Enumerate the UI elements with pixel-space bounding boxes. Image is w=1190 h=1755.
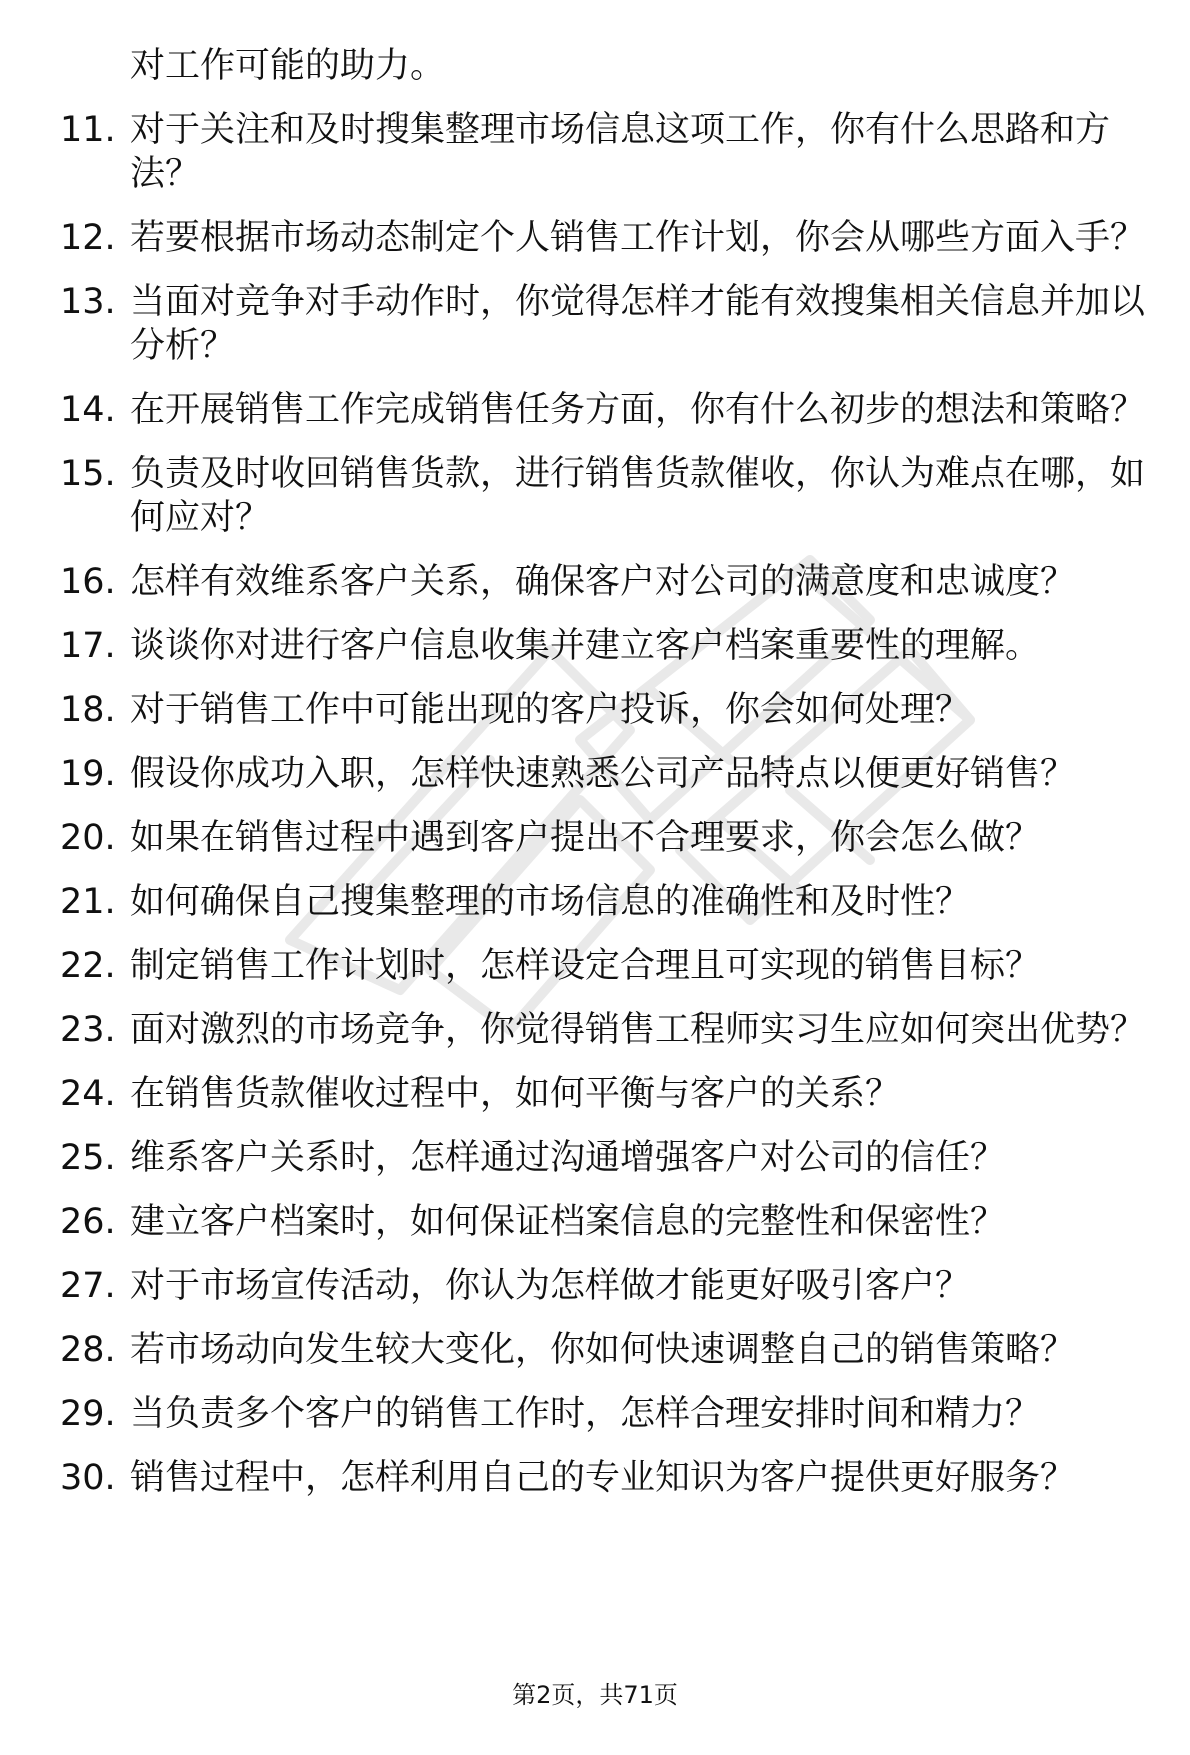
question-item-26 — [60, 1200, 1150, 1244]
question-number: 16. — [60, 562, 116, 602]
question-item-27 — [60, 1264, 1150, 1308]
question-text: 销售过程中，怎样利用自己的专业知识为客户提供更好服务？ — [130, 1458, 1076, 1498]
question-item-22 — [60, 944, 1150, 988]
continuation-line: 对工作可能的助力。 — [130, 46, 446, 86]
question-number: 13. — [60, 282, 116, 322]
question-number: 14. — [60, 390, 116, 430]
question-number: 29. — [60, 1394, 116, 1434]
question-text: 谈谈你对进行客户信息收集并建立客户档案重要性的理解。 — [130, 626, 1041, 666]
question-number: 26. — [60, 1202, 116, 1242]
question-list — [60, 44, 1150, 1520]
question-item-28 — [60, 1328, 1150, 1372]
question-item-16 — [60, 560, 1150, 604]
question-text: 假设你成功入职，怎样快速熟悉公司产品特点以便更好销售？ — [130, 754, 1076, 794]
question-text: 怎样有效维系客户关系，确保客户对公司的满意度和忠诚度？ — [130, 562, 1076, 602]
question-number: 28. — [60, 1330, 116, 1370]
question-item-12 — [60, 216, 1150, 260]
question-text: 对于市场宣传活动，你认为怎样做才能更好吸引客户？ — [130, 1266, 971, 1306]
question-text: 面对激烈的市场竞争，你觉得销售工程师实习生应如何突出优势？ — [130, 1010, 1146, 1050]
question-text: 维系客户关系时，怎样通过沟通增强客户对公司的信任？ — [130, 1138, 1006, 1178]
question-item-20 — [60, 816, 1150, 860]
question-number: 30. — [60, 1458, 116, 1498]
question-text: 对于销售工作中可能出现的客户投诉，你会如何处理？ — [130, 690, 971, 730]
question-number: 17. — [60, 626, 116, 666]
question-text: 负责及时收回销售货款，进行销售货款催收，你认为难点在哪，如何应对？ — [130, 454, 1146, 538]
question-number: 27. — [60, 1266, 116, 1306]
question-item-14 — [60, 388, 1150, 432]
question-item-19 — [60, 752, 1150, 796]
question-item-24 — [60, 1072, 1150, 1116]
question-number: 23. — [60, 1010, 116, 1050]
question-item-23 — [60, 1008, 1150, 1052]
question-item-13 — [60, 280, 1150, 368]
question-number: 15. — [60, 454, 116, 494]
question-item-21 — [60, 880, 1150, 924]
page-footer — [0, 1680, 1190, 1710]
question-number: 20. — [60, 818, 116, 858]
question-number: 25. — [60, 1138, 116, 1178]
question-number: 12. — [60, 218, 116, 258]
question-text: 在开展销售工作完成销售任务方面，你有什么初步的想法和策略？ — [130, 390, 1146, 430]
question-number: 18. — [60, 690, 116, 730]
question-number: 19. — [60, 754, 116, 794]
question-item-11 — [60, 108, 1150, 196]
question-text: 若市场动向发生较大变化，你如何快速调整自己的销售策略？ — [130, 1330, 1076, 1370]
question-item-15 — [60, 452, 1150, 540]
question-number: 22. — [60, 946, 116, 986]
question-item-18 — [60, 688, 1150, 732]
question-text: 若要根据市场动态制定个人销售工作计划，你会从哪些方面入手？ — [130, 218, 1146, 258]
question-item-30 — [60, 1456, 1150, 1500]
question-number: 24. — [60, 1074, 116, 1114]
question-item-25 — [60, 1136, 1150, 1180]
question-text: 制定销售工作计划时，怎样设定合理且可实现的销售目标？ — [130, 946, 1041, 986]
question-number: 21. — [60, 882, 116, 922]
question-item-29 — [60, 1392, 1150, 1436]
question-text: 当负责多个客户的销售工作时，怎样合理安排时间和精力？ — [130, 1394, 1041, 1434]
question-text: 当面对竞争对手动作时，你觉得怎样才能有效搜集相关信息并加以分析？ — [130, 282, 1146, 366]
question-text: 对于关注和及时搜集整理市场信息这项工作，你有什么思路和方法？ — [130, 110, 1111, 194]
page-number-label: 第2页，共71页 — [512, 1681, 678, 1709]
question-text: 建立客户档案时，如何保证档案信息的完整性和保密性？ — [130, 1202, 1006, 1242]
question-text: 如果在销售过程中遇到客户提出不合理要求，你会怎么做？ — [130, 818, 1041, 858]
question-number: 11. — [60, 110, 116, 150]
question-text: 如何确保自己搜集整理的市场信息的准确性和及时性？ — [130, 882, 971, 922]
question-item-17 — [60, 624, 1150, 668]
question-text: 在销售货款催收过程中，如何平衡与客户的关系？ — [130, 1074, 901, 1114]
